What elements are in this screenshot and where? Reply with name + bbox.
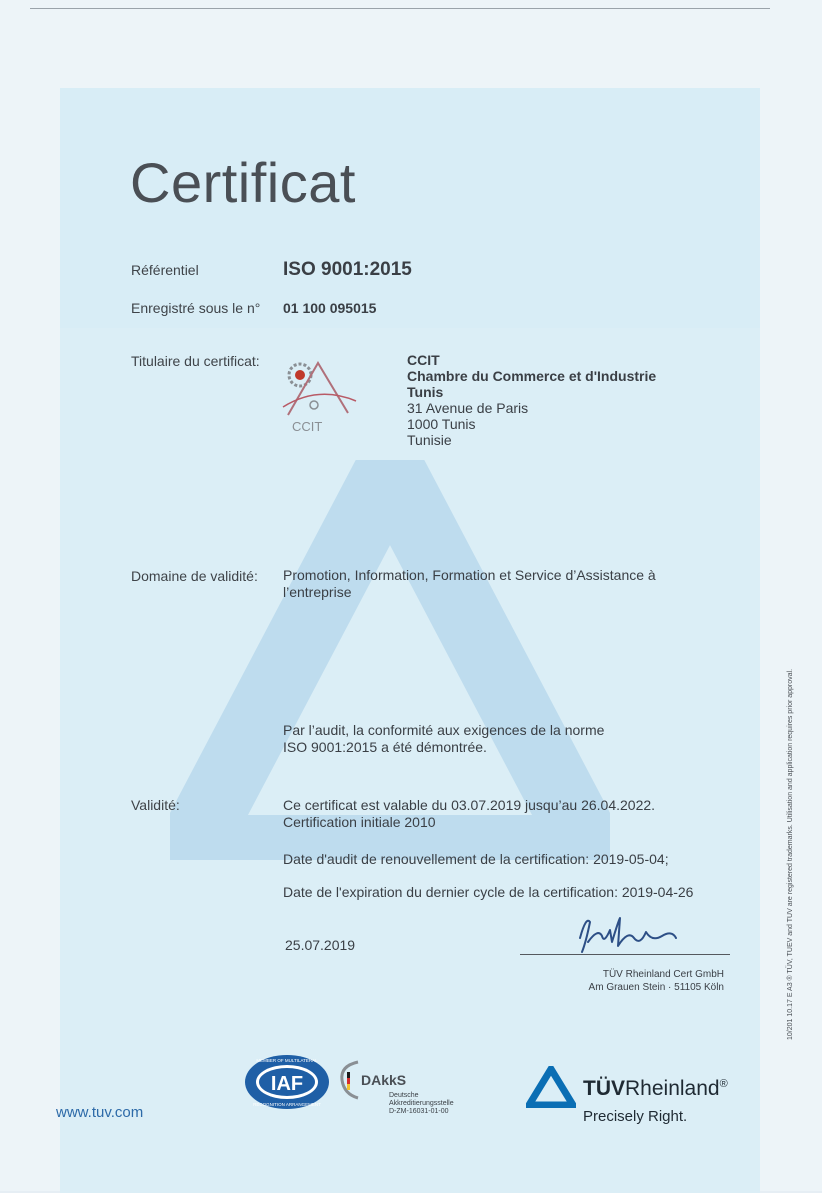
validity-period: Ce certificat est valable du 03.07.2019 jusqu’au 26.04.2022. — [283, 797, 656, 813]
registration-number: 01 100 095015 — [283, 300, 377, 316]
holder-label: Titulaire du certificat: — [131, 353, 260, 369]
cycle-expiry-date: Date de l'expiration du dernier cycle de la certification: 2019-04-26 — [283, 884, 694, 900]
ccit-logo — [278, 355, 358, 435]
initial-certification: Certification initiale 2010 — [283, 814, 436, 830]
svg-text:RECOGNITION ARRANGEMENT: RECOGNITION ARRANGEMENT — [253, 1102, 321, 1107]
iaf-logo — [243, 1053, 331, 1111]
tuv-registered-mark: ® — [719, 1078, 728, 1090]
issuer-name: TÜV Rheinland Cert GmbH — [602, 969, 724, 980]
tuv-brand-rest: Rheinland — [625, 1077, 720, 1100]
holder-address2: 1000 Tunis — [407, 416, 476, 432]
svg-text:MEMBER OF MULTILATERAL: MEMBER OF MULTILATERAL — [256, 1058, 318, 1063]
holder-short-name: CCIT — [407, 352, 440, 368]
renewal-audit-date: Date d'audit de renouvellement de la certification: 2019-05-04; — [283, 851, 669, 867]
svg-text:CCIT: CCIT — [292, 419, 323, 434]
scope-line1: Promotion, Information, Formation et Service d’Assistance à — [283, 567, 656, 583]
holder-name-line1: Chambre du Commerce et d'Industrie — [407, 368, 657, 384]
top-divider — [30, 8, 770, 9]
standard-value: ISO 9001:2015 — [283, 259, 412, 280]
signature-line — [520, 954, 730, 955]
certificate-title: Certificat — [130, 151, 356, 214]
standard-label: Référentiel — [131, 262, 199, 278]
validity-label: Validité: — [131, 797, 180, 813]
tuv-slogan: Precisely Right. — [583, 1108, 688, 1125]
holder-address1: 31 Avenue de Paris — [407, 400, 529, 416]
scope-label: Domaine de validité: — [131, 568, 258, 584]
dakks-line2: Akkreditierungsstelle — [389, 1100, 454, 1107]
tuv-rheinland-brand — [583, 1077, 728, 1101]
website-link[interactable]: www.tuv.com — [56, 1104, 144, 1121]
issuer-block — [589, 968, 724, 994]
svg-text:IAF: IAF — [270, 1073, 304, 1095]
signature — [572, 908, 682, 958]
dakks-name: DAkkS — [361, 1072, 407, 1088]
audit-statement-line1: Par l’audit, la conformité aux exigences de la norme — [283, 722, 605, 738]
dakks-line3: D-ZM-16031-01-00 — [389, 1108, 449, 1115]
dakks-emblem-icon — [338, 1060, 360, 1100]
trademark-side-note: 10/201 10.17 E A3 ® TÜV, TUEV and TUV are registered trademarks. Utilisation and application requires prior approval. — [787, 668, 794, 1040]
dakks-line1: Deutsche — [389, 1092, 419, 1099]
scope-line2: l’entreprise — [283, 584, 352, 600]
tuv-brand-bold: TÜV — [583, 1077, 625, 1100]
dakks-details — [389, 1092, 454, 1116]
holder-name-line2: Tunis — [407, 384, 444, 400]
holder-country: Tunisie — [407, 432, 452, 448]
audit-statement-line2: ISO 9001:2015 a été démontrée. — [283, 739, 487, 755]
registration-label: Enregistré sous le n° — [131, 300, 261, 316]
tuv-triangle-logo — [526, 1066, 576, 1108]
issue-date: 25.07.2019 — [285, 937, 356, 953]
issuer-address: Am Grauen Stein · 51105 Köln — [588, 982, 724, 993]
certificate-holder — [407, 352, 656, 448]
